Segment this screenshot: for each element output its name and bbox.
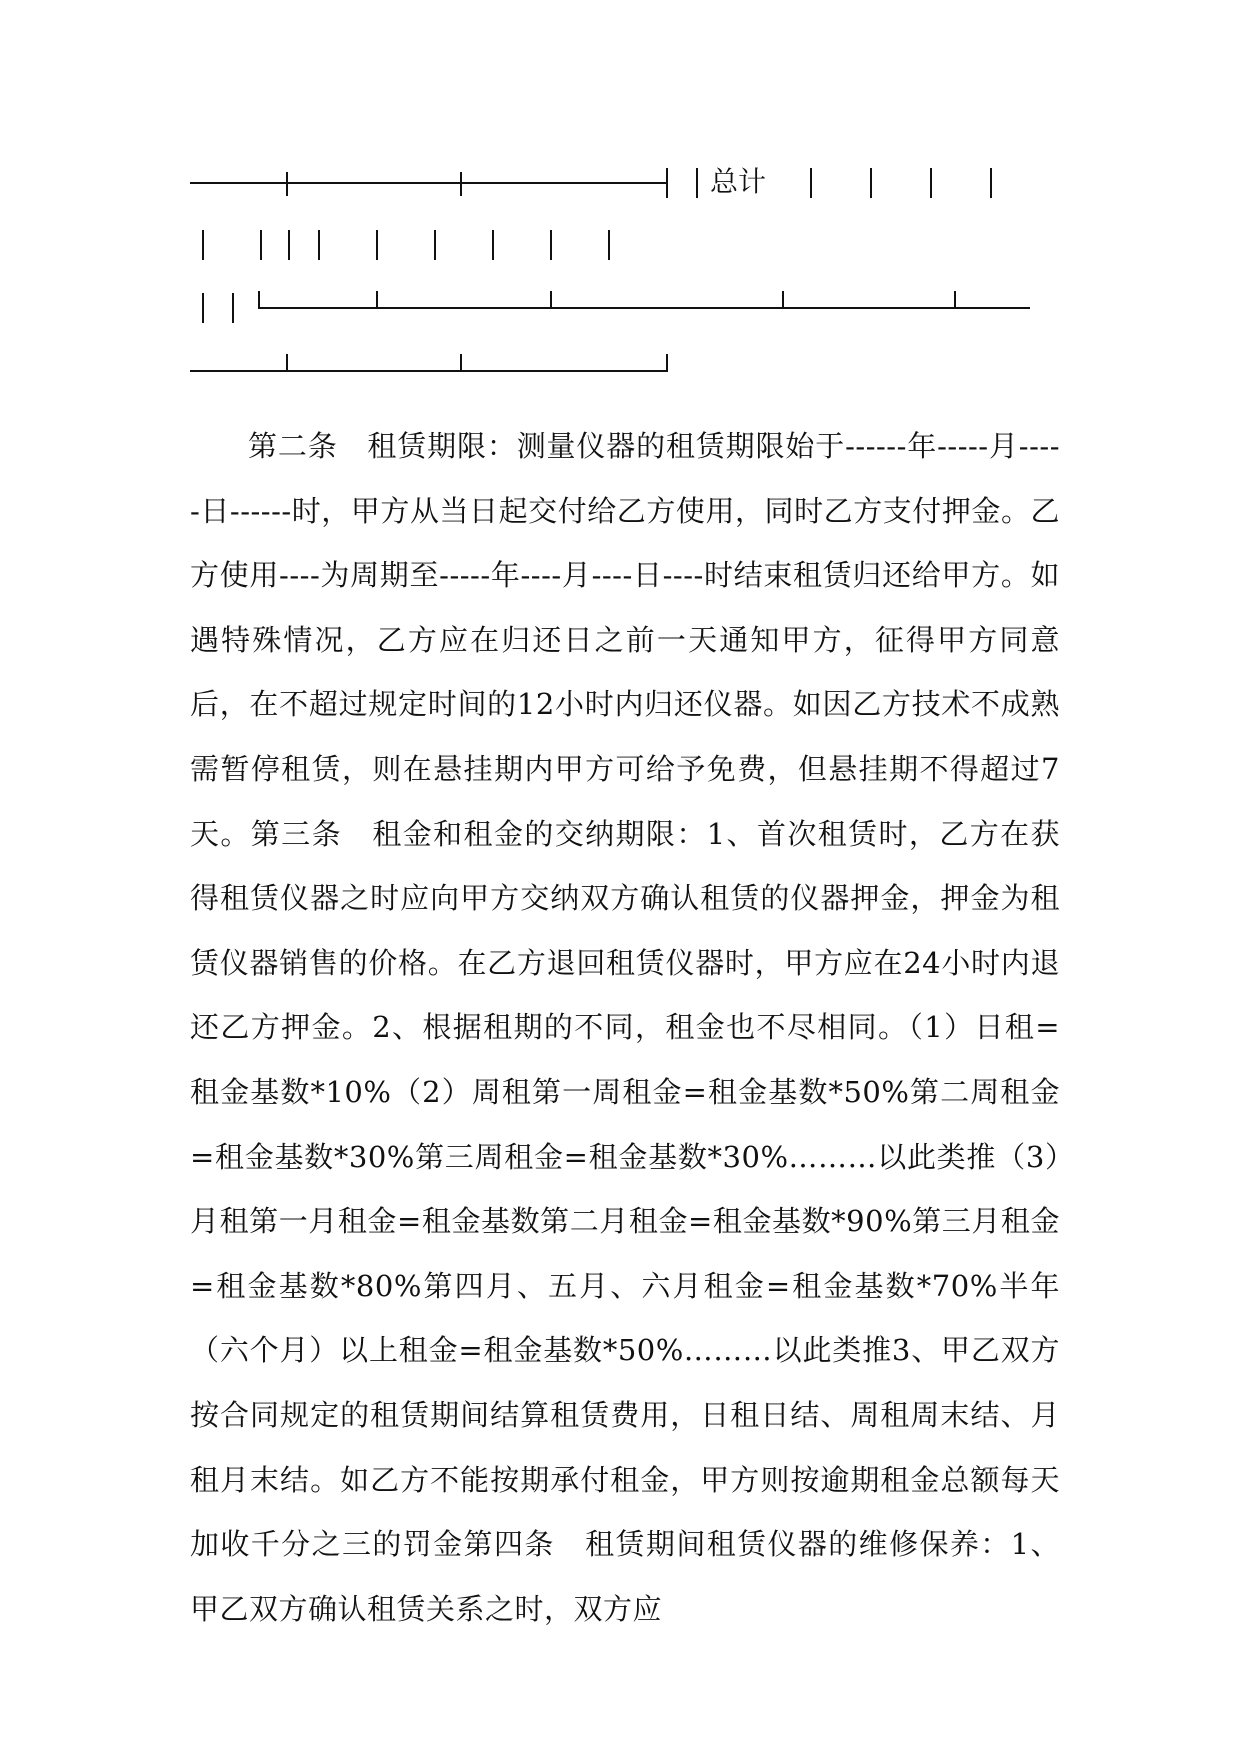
table-divider [550,291,552,309]
table-divider [376,291,378,309]
table-divider [550,230,552,260]
table-divider [810,168,812,198]
table-divider [376,230,378,260]
table-divider [666,168,668,198]
table-rule [190,370,668,372]
table-divider [666,354,668,372]
table-line-4 [190,340,1070,400]
table-divider [460,172,462,196]
table-divider [202,230,204,260]
table-rule [258,307,1030,309]
contract-paragraph: 第二条 租赁期限：测量仪器的租赁期限始于------年-----月-----日------时，甲方从当日起交付给乙方使用，同时乙方支付押金。乙方使用----为周期至-----年----月----日----时结束租赁归还给甲方。如遇特殊情况，乙方应在归还日之前一天通知甲方，征得甲方同意后，在不超过规定时间的12小时内归还仪器。如因乙方技术不成熟需暂停租赁，则在悬挂期内甲方可给予免费，但悬挂期不得超过7天。第三条 租金和租金的交纳期限：1、首次租赁时，乙方在获得租赁仪器之时应向甲方交纳双方确认租赁的仪器押金，押金为租赁仪器销售的价格。在乙方退回租赁仪器时，甲方应在24小时内退还乙方押金。2、根据租期的不同，租金也不尽相同。（1）日租=租金基数*10%（2）周租第一周租金=租金基数*50%第二周租金=租金基数*30%第三周租金=租金基数*30%………以此类推（3）月租第一月租金=租金基数第二月租金=租金基数*90%第三月租金=租金基数*80%第四月、五月、六月租金=租金基数*70%半年（六个月）以上租金=租金基数*50%………以此类推3、甲乙双方按合同规定的租赁期间结算租赁费用，日租日结、周租周末结、月租月末结。如乙方不能按期承付租金，甲方则按逾期租金总额每天加收千分之三的罚金第四条 租赁期间租赁仪器的维修保养：1、甲乙双方确认租赁关系之时，双方应 [190,429,1060,1626]
table-divider [260,230,262,260]
table-divider [460,354,462,372]
table-divider [696,168,698,198]
table-line-3 [190,277,1070,337]
table-divider [782,291,784,309]
table-line-2 [190,214,1070,274]
table-divider [870,168,872,198]
table-divider [286,354,288,372]
table-divider [202,293,204,323]
total-label: 总计 [710,165,767,198]
body-text [190,414,1060,1641]
table-divider [286,172,288,196]
table-divider [608,230,610,260]
table-divider [492,230,494,260]
table-divider [318,230,320,260]
table-divider [930,168,932,198]
table-line-1 [190,152,1070,212]
table-divider [288,230,290,260]
table-rule [190,182,668,184]
table-divider [434,230,436,260]
table-divider [990,168,992,198]
table-divider [232,293,234,323]
table-divider [954,291,956,309]
